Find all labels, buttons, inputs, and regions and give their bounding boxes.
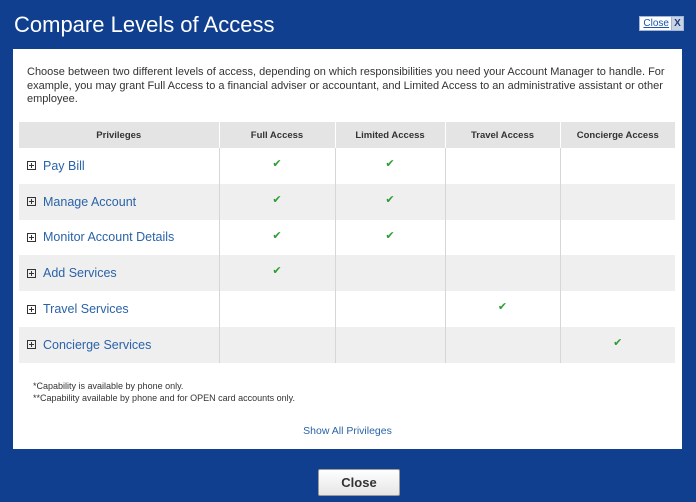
top-close-label[interactable]: Close [643,18,669,29]
modal-title: Compare Levels of Access [14,12,275,37]
privilege-cell [19,255,219,291]
privilege-label[interactable]: Pay Bill [43,158,85,173]
access-cell [219,255,335,291]
access-cell [219,220,335,256]
checkmark-icon: ✔ [497,301,508,314]
privilege-toggle[interactable] [27,159,219,173]
access-cell [335,327,445,363]
header-limited-access: Limited Access [335,122,445,148]
access-cell [335,148,445,184]
footnote-2: **Capability available by phone and for OPEN card accounts only. [33,392,295,403]
table-row [19,148,675,184]
access-cell [445,327,560,363]
privilege-label[interactable]: Travel Services [43,302,129,317]
access-cell [560,220,675,256]
close-icon[interactable]: X [671,17,683,30]
intro-text: Choose between two different levels of access, depending on which responsibilities you need your Account Manager to handle. For example, you may grant Full Access to a financial adviser or accountant, and Limited Access to an administrative assistant or other employee. [27,66,665,105]
checkmark-icon: ✔ [272,158,282,170]
privilege-label[interactable]: Concierge Services [43,337,152,352]
access-cell [445,184,560,220]
header-full-access: Full Access [219,122,335,148]
privilege-cell [19,148,219,184]
access-cell [335,220,445,256]
table-row [19,255,675,291]
privilege-label[interactable]: Manage Account [43,194,137,209]
header-travel-access: Travel Access [445,122,560,148]
checkmark-icon: ✔ [385,158,395,170]
content-panel [13,49,682,449]
checkmark-icon: ✔ [385,229,395,242]
access-cell [445,148,560,184]
access-cell [219,327,335,363]
access-cell [445,255,560,291]
top-close-button[interactable] [639,16,684,31]
privilege-toggle[interactable] [27,230,219,244]
access-cell [560,148,675,184]
access-cell [335,255,445,291]
access-cell [560,184,675,220]
expand-plus-icon[interactable] [27,197,36,206]
privilege-toggle[interactable] [27,195,219,209]
access-cell [219,184,335,220]
access-cell [560,327,675,363]
checkmark-icon: ✔ [613,336,623,349]
access-cell [560,255,675,291]
privilege-label[interactable]: Add Services [43,266,117,281]
expand-plus-icon[interactable] [27,233,36,242]
expand-plus-icon[interactable] [27,269,36,278]
table-row [19,220,675,256]
header-privileges: Privileges [19,122,219,148]
table-row [19,291,675,327]
checkmark-icon: ✔ [272,229,282,242]
privilege-cell [19,220,219,256]
table-header-row [19,122,675,148]
privilege-cell [19,327,219,363]
access-cell [219,291,335,327]
expand-plus-icon[interactable] [27,305,36,314]
checkmark-icon: ✔ [385,193,395,206]
checkmark-icon: ✔ [272,265,282,278]
privilege-cell [19,184,219,220]
access-cell [219,148,335,184]
access-cell [445,220,560,256]
privilege-toggle[interactable] [27,338,219,352]
header-concierge-access: Concierge Access [560,122,675,148]
close-button[interactable]: Close [318,469,400,496]
expand-plus-icon[interactable] [27,161,36,170]
table-row [19,184,675,220]
checkmark-icon: ✔ [272,193,282,206]
privilege-toggle[interactable] [27,302,219,316]
expand-plus-icon[interactable] [27,340,36,349]
access-cell [335,291,445,327]
table-row [19,327,675,363]
privilege-cell [19,291,219,327]
privileges-table [19,122,675,363]
show-all-privileges-link[interactable]: Show All Privileges [303,425,392,437]
access-cell [445,291,560,327]
access-cell [560,291,675,327]
footnotes [33,381,295,404]
footnote-1: *Capability is available by phone only. [33,381,184,391]
access-cell [335,184,445,220]
privilege-label[interactable]: Monitor Account Details [43,230,175,245]
privilege-toggle[interactable] [27,266,219,280]
